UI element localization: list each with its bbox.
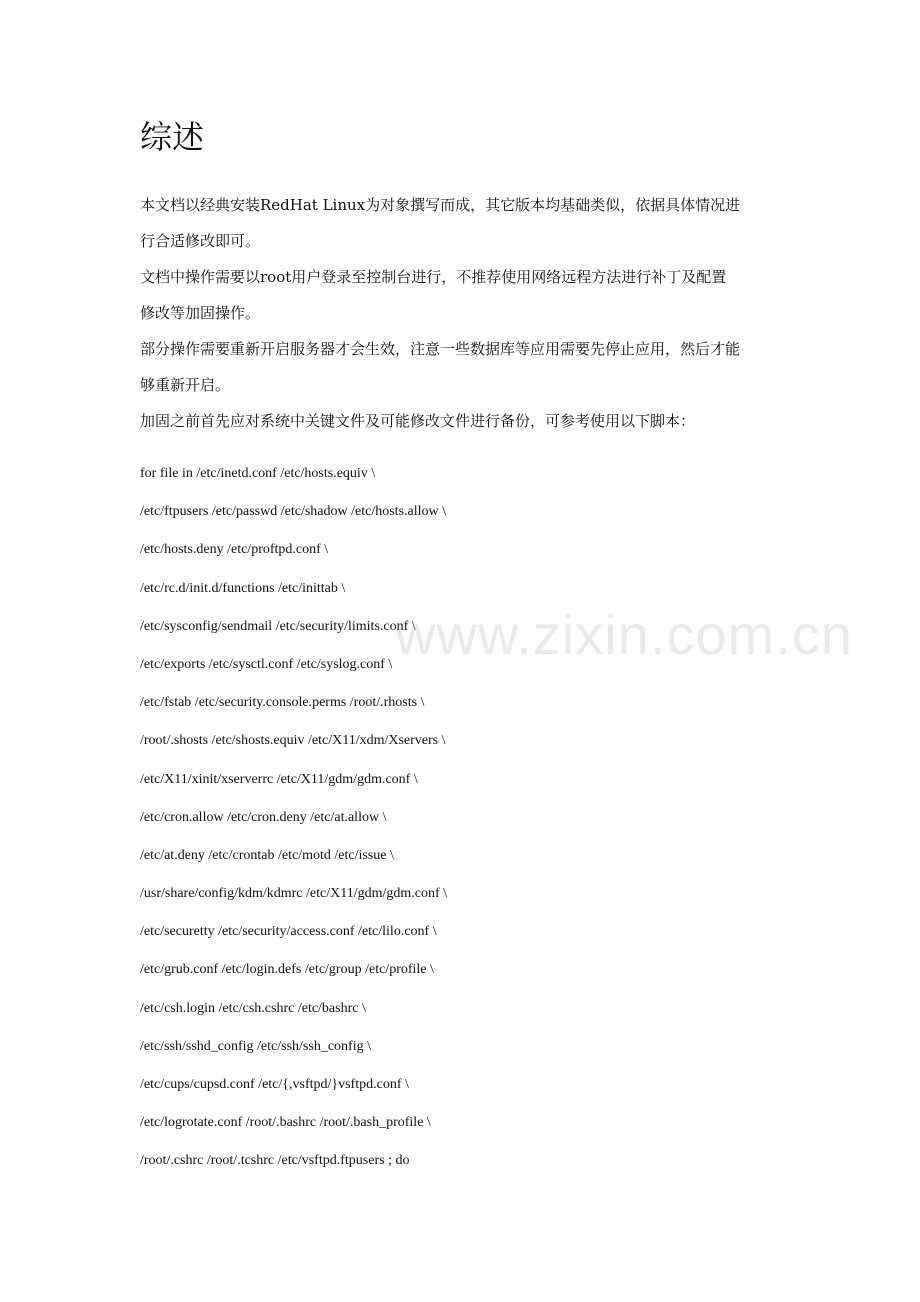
script-line: /etc/securetty /etc/security/access.conf /etc/lilo.conf \ xyxy=(140,924,437,940)
script-line: /root/.cshrc /root/.tcshrc /etc/vsftpd.ftpusers ; do xyxy=(140,1153,410,1169)
page-title: 综述 xyxy=(140,118,205,156)
watermark: www.zixin.com.cn xyxy=(395,603,853,666)
script-line: /etc/cups/cupsd.conf /etc/{,vsftpd/}vsftpd.conf \ xyxy=(140,1077,409,1092)
intro-paragraphs xyxy=(140,187,785,439)
script-line: /etc/grub.conf /etc/login.defs /etc/group /etc/profile \ xyxy=(140,962,434,978)
paragraph xyxy=(140,403,785,439)
paragraph xyxy=(140,259,785,331)
script-line: /etc/logrotate.conf /root/.bashrc /root/.bash_profile \ xyxy=(140,1115,431,1131)
script-line: for file in /etc/inetd.conf /etc/hosts.equiv \ xyxy=(140,466,376,481)
script-line: /etc/ssh/sshd_config /etc/ssh/ssh_config \ xyxy=(140,1038,371,1054)
paragraph xyxy=(140,331,785,403)
script-line: /etc/rc.d/init.d/functions /etc/inittab \ xyxy=(140,580,346,596)
paragraph xyxy=(140,187,785,259)
script-line: /etc/at.deny /etc/crontab /etc/motd /etc/issue \ xyxy=(140,847,394,863)
script-line: /root/.shosts /etc/shosts.equiv /etc/X11/xdm/Xservers \ xyxy=(140,733,446,749)
paragraph-line: 加固之前首先应对系统中关键文件及可能修改文件进行备份，可参考使用以下脚本： xyxy=(140,412,696,430)
script-line: /etc/ftpusers /etc/passwd /etc/shadow /etc/hosts.allow \ xyxy=(140,504,446,520)
script-line: /etc/fstab /etc/security.console.perms /root/.rhosts \ xyxy=(140,695,425,711)
paragraph-line: 够重新开启。 xyxy=(140,376,231,394)
backup-script xyxy=(140,455,785,1181)
script-line: /etc/sysconfig/sendmail /etc/security/limits.conf \ xyxy=(140,618,416,634)
script-line: /etc/hosts.deny /etc/proftpd.conf \ xyxy=(140,542,329,558)
script-line: /etc/X11/xinit/xserverrc /etc/X11/gdm/gdm.conf \ xyxy=(140,771,418,787)
script-line: /etc/cron.allow /etc/cron.deny /etc/at.allow \ xyxy=(140,809,387,825)
paragraph-line: 文档中操作需要以root用户登录至控制台进行，不推荐使用网络远程方法进行补丁及配置 xyxy=(140,268,727,286)
script-line: /etc/exports /etc/sysctl.conf /etc/syslog.conf \ xyxy=(140,656,393,672)
script-line: /etc/csh.login /etc/csh.cshrc /etc/bashrc \ xyxy=(140,1000,366,1016)
paragraph-line: 修改等加固操作。 xyxy=(140,304,261,322)
paragraph-line: 行合适修改即可。 xyxy=(140,232,261,250)
paragraph-line: 部分操作需要重新开启服务器才会生效，注意一些数据库等应用需要先停止应用，然后才能 xyxy=(140,340,741,358)
script-line: /usr/share/config/kdm/kdmrc /etc/X11/gdm/gdm.conf \ xyxy=(140,886,448,902)
paragraph-line: 本文档以经典安装RedHat Linux为对象撰写而成，其它版本均基础类似，依据具体情况进 xyxy=(140,196,741,214)
